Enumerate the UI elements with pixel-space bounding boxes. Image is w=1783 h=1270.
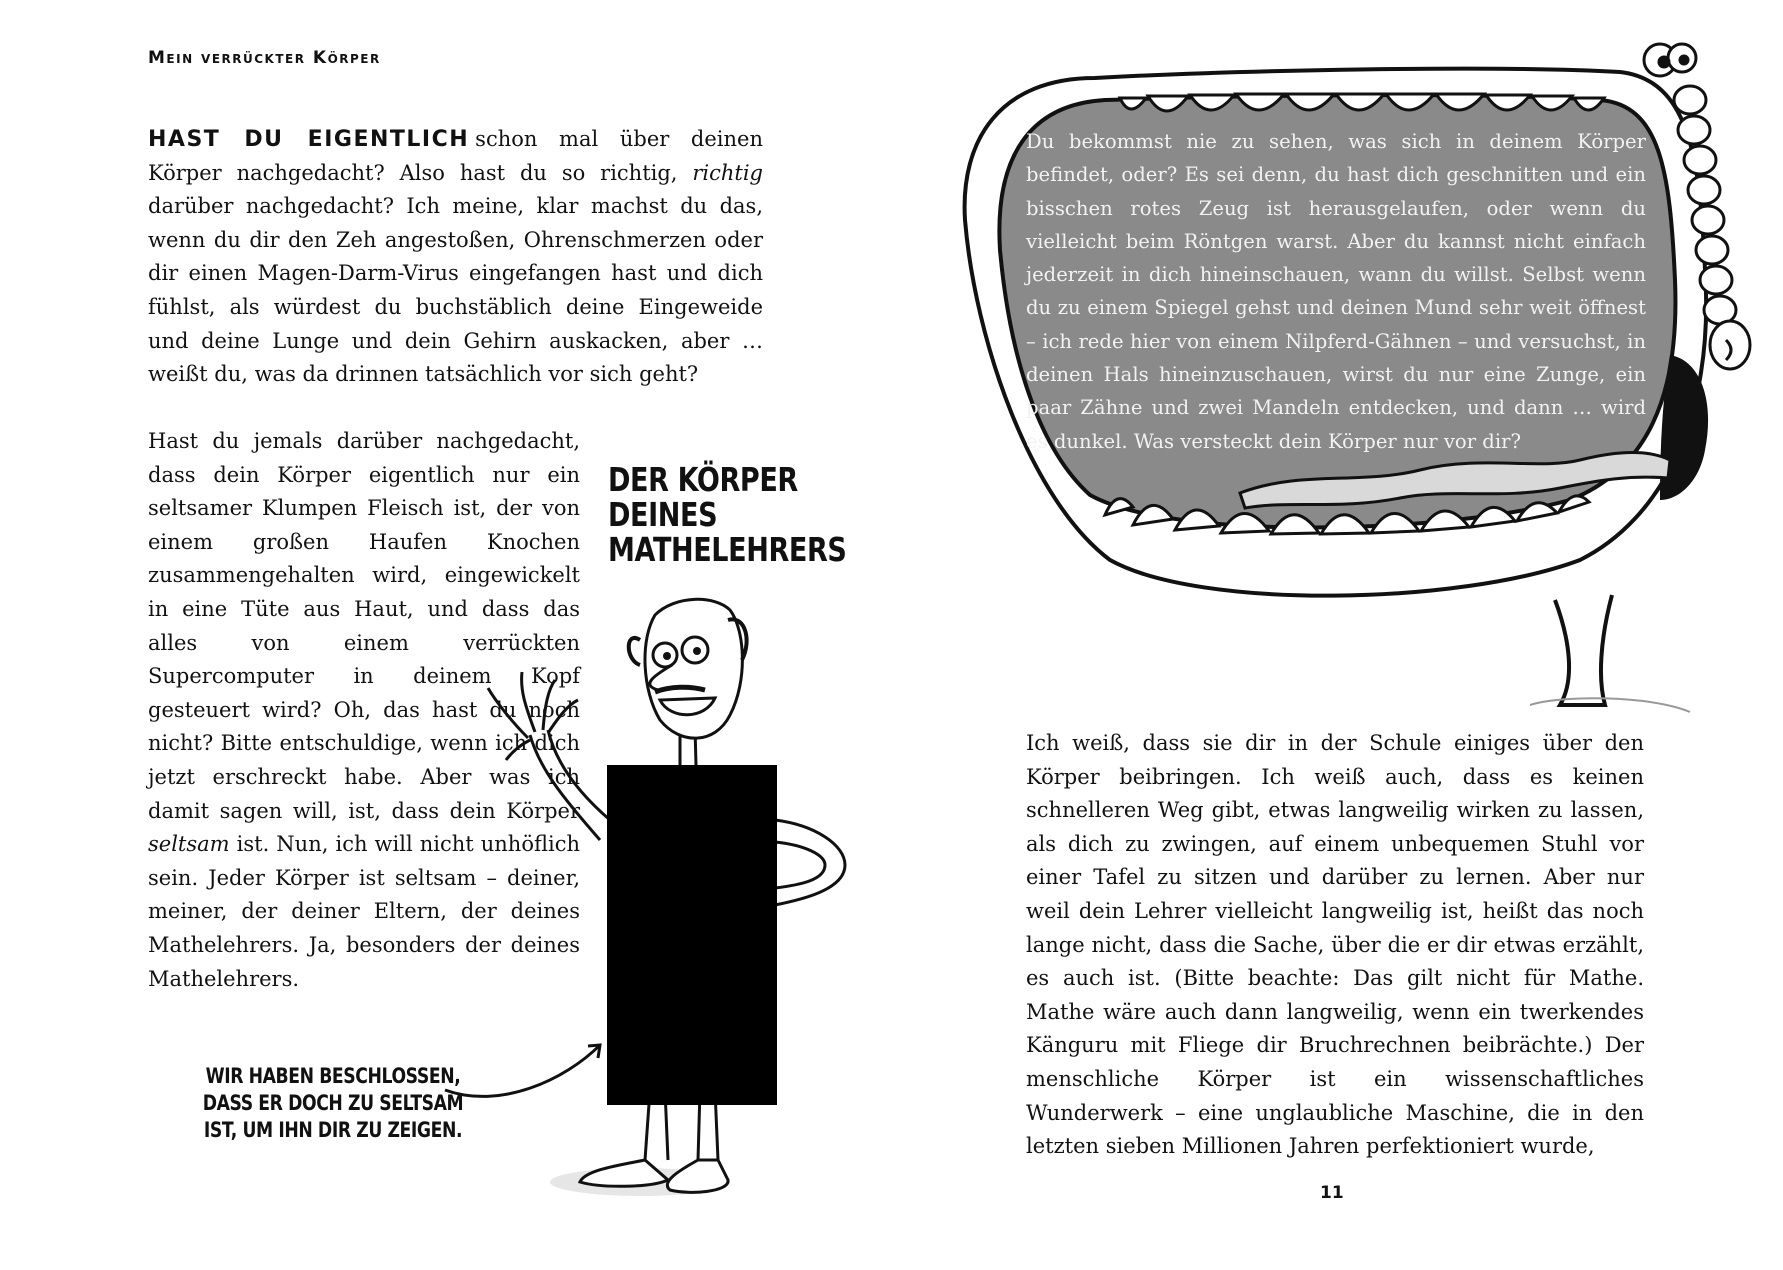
intro-text-1: schon mal über deinen Körper nachgedacht? Also hast du so richtig, — [148, 127, 764, 185]
second-text-1: Hast du jemals darüber nachgedacht, dass dein Körper eigentlich nur ein seltsamer Klumpen Fleisch ist, der von einem großen Haufen Knochen zusammengehalten wird, eingewickelt in eine Tüte aus Haut, und dass das alles von einem verrückten Supercomputer in deinem Kopf gesteuert wird? Oh, das hast du noch nicht? Bitte entschuldige, wenn ich dich jetzt erschreckt habe. Aber was ich damit sagen will, ist, dass dein Körper — [148, 429, 580, 823]
second-text-2: ist. Nun, ich will nicht unhöflich sein. Jeder Körper ist seltsam – deiner, meiner, der deiner Eltern, der deines Mathelehrers. Ja, besonders der deines Mathelehrers. — [148, 832, 580, 991]
second-emphasis: seltsam — [148, 832, 230, 857]
mouth-box-text: Du bekommst nie zu sehen, was sich in deinem Körper befindet, oder? Es sei denn, du hast dich geschnitten und ein bisschen rotes Zeug ist herausgelaufen, oder wenn du vielleicht beim Röntgen warst. Aber du kannst nicht einfach jederzeit in dich hineinschauen, wann du willst. Selbst wenn du zu einem Spiegel gehst und deinen Mund sehr weit öffnest – ich rede hier von einem Nilpferd-Gähnen – und versuchst, in deinen Hals hineinzuschauen, wirst du nur eine Zunge, ein paar Zähne und zwei Mandeln entdecken, und dann … wird es dunkel. Was versteckt dein Körper nur vor dir? — [1026, 130, 1646, 453]
running-header: Mein verrückter Körper — [148, 48, 381, 68]
intro-text-2: darüber nachgedacht? Ich meine, klar machst du das, wenn du dir den Zeh angestoßen, Ohrenschmerzen oder dir einen Magen-Darm-Virus eingefangen hast und dich fühlst, als würdest du buchstäblich deine Eingeweide und deine Lunge und dein Gehirn auskacken, aber … weißt du, was da drinnen tatsächlich vor sich geht? — [148, 194, 763, 387]
second-paragraph — [148, 425, 580, 996]
intro-paragraph — [148, 123, 763, 392]
hip-arm — [775, 820, 845, 905]
figure-title: DER KÖRPER DEINES MATHELEHRERS — [608, 460, 847, 569]
left-foot — [580, 1160, 668, 1186]
page-number: 11 — [1320, 1183, 1344, 1203]
censor-bar — [607, 765, 777, 1105]
throat-stem — [1555, 595, 1612, 705]
lead-in: HAST DU EIGENTLICH — [148, 127, 470, 152]
right-paragraph: Ich weiß, dass sie dir in der Schule einiges über den Körper beibringen. Ich weiß auch, dass es keinen schnelleren Weg gibt, etwas langweilig wirken zu lassen, als dich zu zwingen, auf einem unbequemen Stuhl vor einer Tafel zu sitzen und darüber zu lernen. Aber nur weil dein Lehrer vielleicht langweilig ist, heißt das noch lange nicht, dass die Sache, über die er dir etwas erzählt, es auch ist. (Bitte beachte: Das gilt nicht für Mathe. Mathe wäre auch dann langweilig, wenn ein twerkendes Känguru mit Fliege dir Bruchrechnen beibrächte.) Der menschliche Körper ist ein wissenschaftliches Wunderwerk – eine unglaubliche Maschine, die in den letzten sieben Millionen Jahren perfektioniert wurde, — [1026, 731, 1644, 1159]
intro-emphasis: richtig — [692, 160, 763, 185]
figure-note: WIR HABEN BESCHLOSSEN, DASS ER DOCH ZU SELTSAM IST, UM IHN DIR ZU ZEIGEN. — [202, 1064, 464, 1142]
right-foot — [667, 1160, 728, 1192]
teacher-head — [645, 599, 742, 738]
